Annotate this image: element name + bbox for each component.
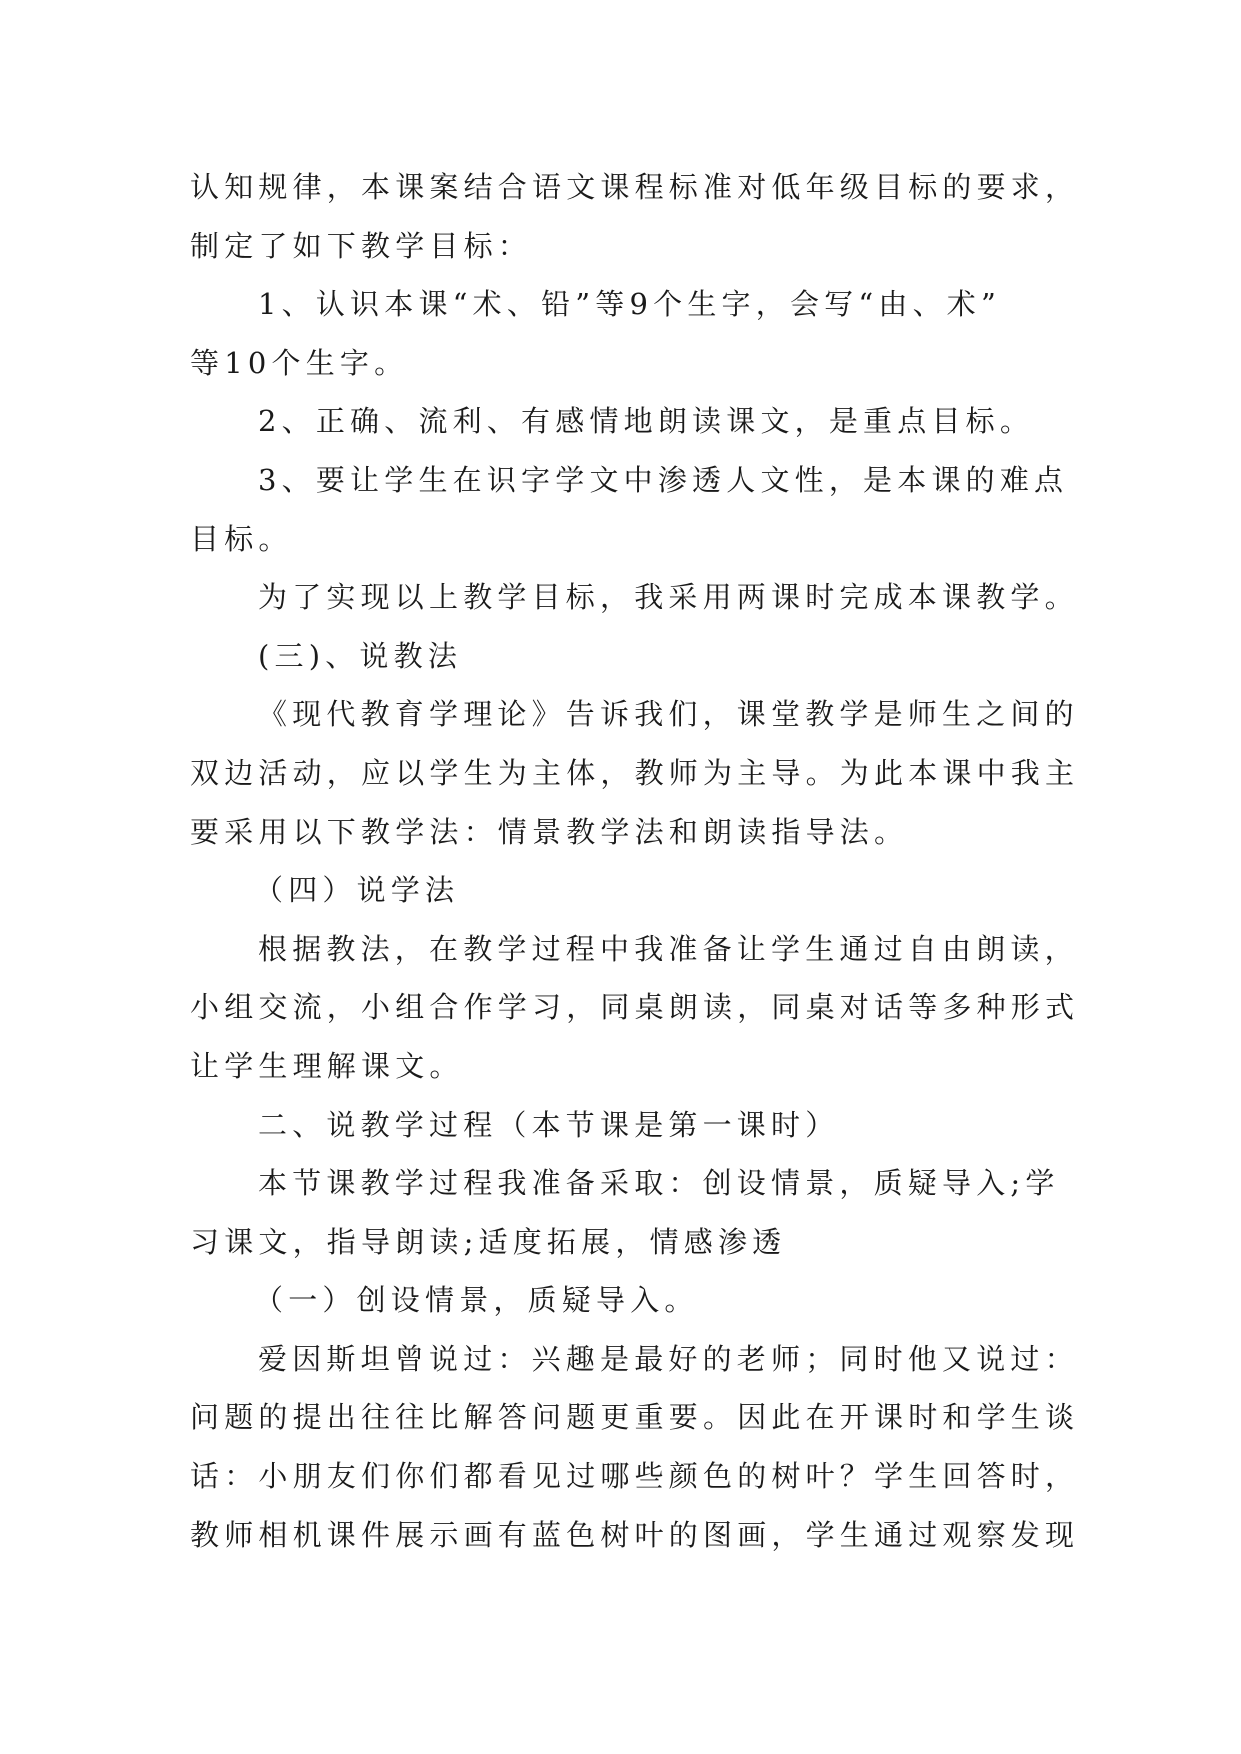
text-line: 让学生理解课文。 <box>190 1048 464 1083</box>
text-line: 2、正确、流利、有感情地朗读课文，是重点目标。 <box>258 404 1035 439</box>
text-line: 根据教法，在教学过程中我准备让学生通过自由朗读， <box>258 931 1079 966</box>
text-line: 话：小朋友们你们都看见过哪些颜色的树叶？学生回答时， <box>190 1459 1080 1494</box>
text-line: 爱因斯坦曾说过：兴趣是最好的老师；同时他又说过： <box>258 1341 1079 1376</box>
section-heading: （一）创设情景，质疑导入。 <box>254 1283 699 1318</box>
text-line: 习课文，指导朗读;适度拓展，情感渗透 <box>190 1224 787 1259</box>
text-line: 等10个生字。 <box>190 345 409 380</box>
document-body <box>190 158 1080 1564</box>
section-heading: 二、说教学过程（本节课是第一课时） <box>258 1107 840 1142</box>
text-line: 制定了如下教学目标： <box>190 228 533 263</box>
section-heading: (三)、说教法 <box>258 638 463 673</box>
text-line: 目标。 <box>190 521 293 556</box>
text-line: 小组交流，小组合作学习，同桌朗读，同桌对话等多种形式 <box>190 990 1080 1025</box>
text-line: 双边活动，应以学生为主体，教师为主导。为此本课中我主 <box>190 755 1080 790</box>
section-heading: （四）说学法 <box>254 873 460 908</box>
text-line: 问题的提出往往比解答问题更重要。因此在开课时和学生谈 <box>190 1400 1080 1435</box>
text-line: 为了实现以上教学目标，我采用两课时完成本课教学。 <box>258 580 1079 615</box>
text-line: 《现代教育学理论》告诉我们，课堂教学是师生之间的 <box>258 697 1079 732</box>
text-line: 认知规律，本课案结合语文课程标准对低年级目标的要求， <box>190 170 1080 204</box>
text-line: 1、认识本课“术、铅”等9个生字，会写“由、术” <box>258 287 1002 322</box>
text-line: 要采用以下教学法：情景教学法和朗读指导法。 <box>190 814 909 849</box>
text-line: 3、要让学生在识字学文中渗透人文性，是本课的难点 <box>258 462 1069 497</box>
text-line: 教师相机课件展示画有蓝色树叶的图画，学生通过观察发现 <box>190 1517 1080 1552</box>
text-line: 本节课教学过程我准备采取：创设情景，质疑导入;学 <box>258 1166 1060 1201</box>
